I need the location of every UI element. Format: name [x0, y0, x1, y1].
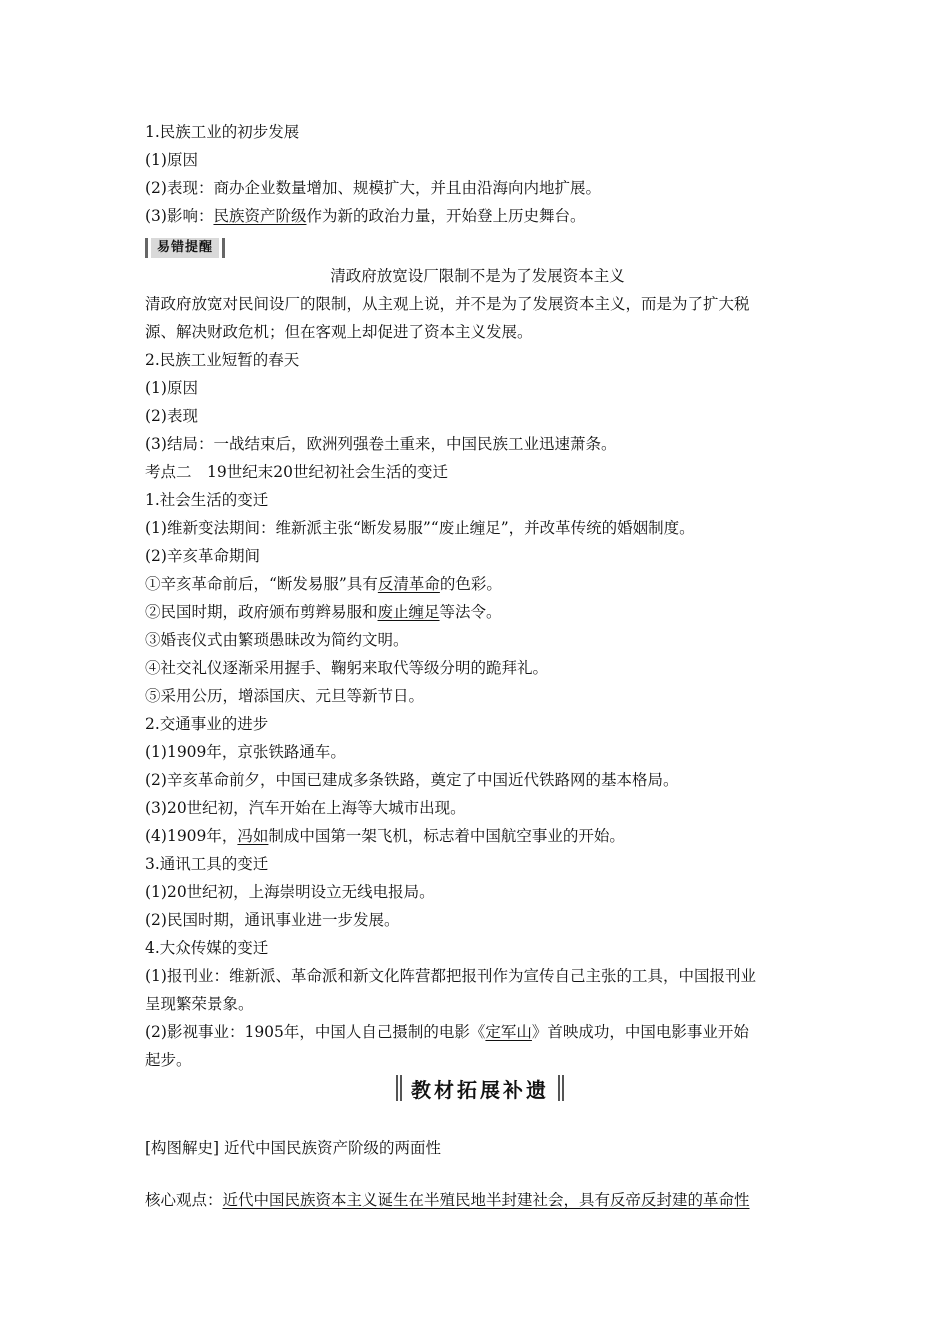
text-segment: (2)影视事业：1905年，中国人自己摄制的电影《: [145, 1023, 486, 1041]
bar-decoration: [400, 1075, 402, 1101]
heading-national-industry-spring: 2.民族工业短暂的春天: [145, 351, 300, 369]
text-line: 源、解决财政危机；但在客观上却促进了资本主义发展。: [145, 323, 533, 341]
bar-decoration: [396, 1075, 398, 1101]
heading-national-industry-initial: 1.民族工业的初步发展: [145, 123, 300, 141]
text-segment: 核心观点：: [145, 1191, 223, 1209]
tip-label: 易错提醒: [151, 238, 219, 258]
text-line: ④社交礼仪逐渐采用握手、鞠躬来取代等级分明的跪拜礼。: [145, 659, 549, 677]
section-heading-kaodian-2: 考点二 19世纪末20世纪初社会生活的变迁: [145, 463, 448, 481]
underlined-keyword: 冯如: [237, 827, 269, 845]
text-line: (2)辛亥革命期间: [145, 547, 260, 565]
text-line: (2)表现: [145, 407, 198, 425]
text-segment: 制成中国第一架飞机，标志着中国航空事业的开始。: [268, 827, 625, 845]
text-line: [145, 1022, 810, 1042]
text-line: (1)20世纪初，上海崇明设立无线电报局。: [145, 883, 435, 901]
tip-title: 清政府放宽设厂限制不是为了发展资本主义: [330, 267, 625, 285]
underlined-keyword: 定军山: [485, 1023, 532, 1041]
underlined-keyword: 反清革命: [377, 575, 440, 593]
heading-transport: 2.交通事业的进步: [145, 715, 269, 733]
text-line: (1)1909年，京张铁路通车。: [145, 743, 346, 761]
text-line: (1)维新变法期间：维新派主张“断发易服”“废止缠足”，并改革传统的婚姻制度。: [145, 519, 695, 537]
text-segment: 作为新的政治力量，开始登上历史舞台。: [306, 207, 586, 225]
text-segment: 的色彩。: [439, 575, 502, 593]
text-line: [145, 206, 810, 226]
text-line: [构图解史] 近代中国民族资产阶级的两面性: [145, 1139, 442, 1157]
text-segment: 等法令。: [439, 603, 502, 621]
text-line: (1)原因: [145, 379, 198, 397]
text-line: (3)20世纪初，汽车开始在上海等大城市出现。: [145, 799, 466, 817]
text-line: (2)民国时期，通讯事业进一步发展。: [145, 911, 400, 929]
text-segment: (3)影响：: [145, 207, 214, 225]
tip-label-box: [145, 237, 225, 259]
heading-social-life: 1.社会生活的变迁: [145, 491, 269, 509]
text-line: (2)辛亥革命前夕，中国已建成多条铁路，奠定了中国近代铁路网的基本格局。: [145, 771, 679, 789]
text-line: ③婚丧仪式由繁琐愚昧改为简约文明。: [145, 631, 409, 649]
heading-communication: 3.通讯工具的变迁: [145, 855, 269, 873]
text-line: [145, 602, 810, 622]
text-segment: ②民国时期，政府颁布剪辫易服和: [145, 603, 378, 621]
text-line: [145, 574, 810, 594]
text-line: (1)原因: [145, 151, 198, 169]
bar-decoration: [562, 1075, 564, 1101]
section-banner: [395, 1074, 565, 1102]
text-segment: ①辛亥革命前后，“断发易服”具有: [145, 575, 378, 593]
text-line: (2)表现：商办企业数量增加、规模扩大，并且由沿海向内地扩展。: [145, 179, 601, 197]
bar-decoration-left: [145, 238, 148, 258]
text-line: ⑤采用公历，增添国庆、元旦等新节日。: [145, 687, 425, 705]
heading-mass-media: 4.大众传媒的变迁: [145, 939, 269, 957]
text-segment: (4)1909年，: [145, 827, 238, 845]
bar-decoration-right: [222, 238, 225, 258]
underlined-keyword: 近代中国民族资本主义诞生在半殖民地半封建社会，具有反帝反封建的革命性: [222, 1191, 750, 1209]
underlined-keyword: 废止缠足: [377, 603, 440, 621]
underlined-keyword: 民族资产阶级: [213, 207, 307, 225]
text-line: [145, 1190, 810, 1210]
text-line: 起步。: [145, 1051, 192, 1069]
bar-decoration: [558, 1075, 560, 1101]
text-segment: 》首映成功，中国电影事业开始: [531, 1023, 749, 1041]
text-line: 清政府放宽对民间设厂的限制，从主观上说，并不是为了发展资本主义，而是为了扩大税: [145, 295, 750, 313]
text-line: (1)报刊业：维新派、革命派和新文化阵营都把报刊作为宣传自己主张的工具，中国报刊业: [145, 967, 756, 985]
banner-title: 教材拓展补遗: [411, 1077, 549, 1102]
text-line: [145, 826, 810, 846]
text-line: (3)结局：一战结束后，欧洲列强卷土重来，中国民族工业迅速萧条。: [145, 435, 617, 453]
text-line: 呈现繁荣景象。: [145, 995, 254, 1013]
